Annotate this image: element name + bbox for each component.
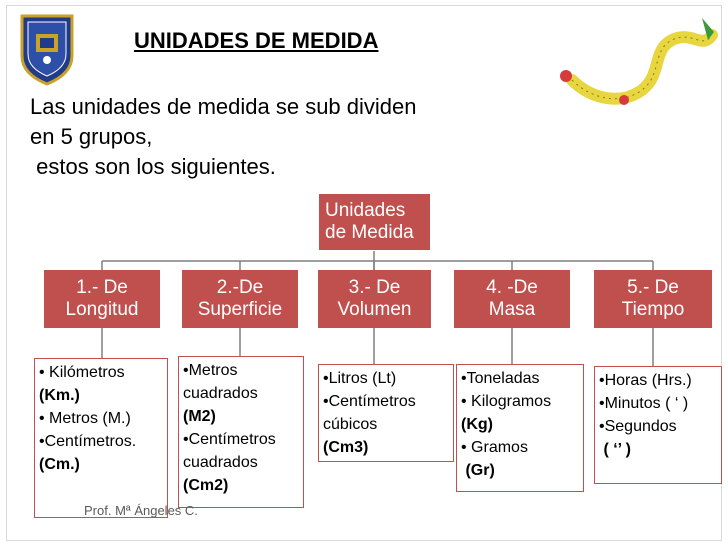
detail-line: (M2): [183, 408, 216, 425]
detail-line: • Gramos: [461, 439, 528, 456]
detail-box-longitud: [34, 358, 168, 518]
category-line: 5.- De: [627, 277, 679, 298]
category-line: Tiempo: [621, 299, 685, 320]
root-node-unidades-de-medida: [318, 193, 431, 251]
detail-line: (Cm3): [323, 439, 369, 456]
category-masa: [454, 270, 570, 328]
detail-line: • Metros (M.): [39, 410, 131, 427]
detail-line: •Centímetros.: [39, 433, 137, 450]
category-line: 3.- De: [348, 277, 401, 298]
detail-box-tiempo: [594, 366, 722, 484]
category-longitud: [44, 270, 160, 328]
category-line: 2.-De: [216, 277, 264, 298]
detail-line: •Horas (Hrs.): [599, 372, 692, 389]
detail-line: • Kilómetros: [39, 364, 125, 381]
detail-line: cuadrados: [183, 454, 258, 471]
detail-line: •Segundos: [599, 418, 677, 435]
detail-line: ( ‘’ ): [599, 441, 631, 458]
detail-line: (Cm.): [39, 456, 80, 473]
detail-line: cuadrados: [183, 385, 258, 402]
detail-line: •Centímetros: [183, 431, 276, 448]
slide-title: UNIDADES DE MEDIDA: [134, 28, 379, 53]
detail-line: (Kg): [461, 416, 493, 433]
category-tiempo: [594, 270, 712, 328]
category-superficie: [182, 270, 298, 328]
category-line: Masa: [488, 299, 536, 320]
detail-line: •Minutos ( ‘ ): [599, 395, 689, 412]
detail-line: •Metros: [183, 362, 238, 379]
category-line: 4. -De: [486, 277, 538, 298]
root-line: de Medida: [325, 222, 414, 243]
category-line: 1.- De: [76, 277, 128, 298]
detail-line: (Km.): [39, 387, 80, 404]
detail-line: •Centímetros: [323, 393, 416, 410]
detail-line: •Toneladas: [461, 370, 540, 387]
detail-box-superficie: [178, 356, 304, 508]
detail-box-masa: [456, 364, 584, 492]
category-line: Superficie: [197, 299, 283, 320]
author-footer: Prof. Mª Ángeles C.: [84, 503, 198, 518]
detail-line: •Litros (Lt): [323, 370, 397, 387]
detail-box-volumen: [318, 364, 454, 462]
detail-line: cúbicos: [323, 416, 378, 433]
category-line: Longitud: [65, 299, 139, 320]
category-volumen: [318, 270, 431, 328]
intro-line: en 5 grupos,: [30, 124, 153, 149]
intro-line: Las unidades de medida se sub dividen: [30, 94, 417, 119]
root-line: Unidades: [325, 200, 406, 221]
intro-line: estos son los siguientes.: [30, 154, 276, 179]
category-line: Volumen: [337, 299, 412, 320]
detail-line: (Cm2): [183, 477, 229, 494]
detail-line: (Gr): [461, 462, 495, 479]
detail-line: • Kilogramos: [461, 393, 552, 410]
